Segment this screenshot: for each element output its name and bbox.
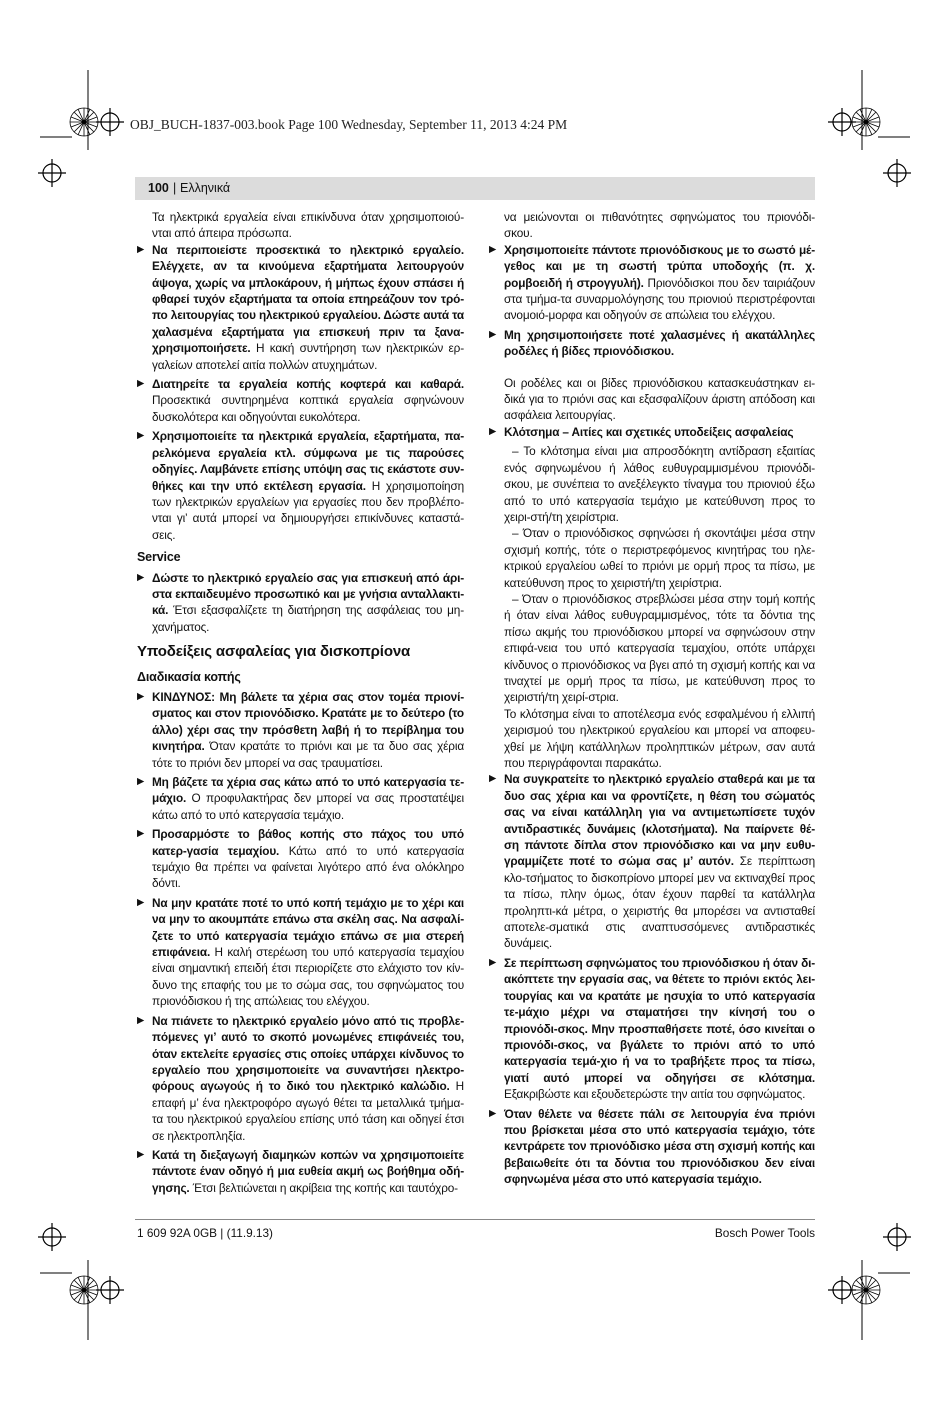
page-header xyxy=(135,177,815,200)
footer-rule xyxy=(135,1219,815,1220)
paragraph: – Το κλότσημα είναι μια απροσδόκητη αντίδραση εξαιτίας ενός σφηνωμένου ή λάθος ευθυγραμμισμένου πριονόδι-σκου, με συνέπεια το ανεξέλεγκτο τίναγμα του πριονιού έξω από το υπό κατεργασία τεμάχιο με κατεύθυνση προς το χειρι-στή/τη χειρίστρια. xyxy=(504,444,815,524)
subsection-heading: Διαδικασία κοπής xyxy=(137,669,241,684)
safety-item: ▶ Όταν θέλετε να θέσετε πάλι σε λειτουργία ένα πριόνι που βρίσκεται μέσα στο υπό κατεργασία τεμάχιο, τότε κεντράρετε τον πριονόδισκο μέσα στη σχισμή κοπής και βεβαιωθείτε ότι τα δόντια του πριονόδισκου δεν είναι σφηνωμένα μέσα στο υπό κατεργασία τεμάχιο. xyxy=(489,1106,815,1187)
header-separator: | xyxy=(173,181,177,195)
bullet-triangle-icon: ▶ xyxy=(489,1107,497,1119)
safety-item: ▶ Προσαρμόστε το βάθος κοπής στο πάχος του υπό κατερ-γασία τεμαχίου. Κάτω από το υπό κατεργασία τεμάχιο θα πρέπει να φαίνεται λιγότερο από ένα ολόκληρο δόντι. xyxy=(137,827,464,891)
paragraph: – Όταν ο πριονόδισκος στρεβλώσει μέσα στην τομή κοπής ή όταν είναι λάθος ευθυγραμμισμένος, τότε τα δόντια της πίσω ακμής του πριονόδισκου μπορεί να σφηνώσουν στην επιφά-νεια του υπό κατεργασία τεμαχίου, οπότε υπάρχει κίνδυνος ο πριονόδισκος να βγει από τη σχισμή κοπής και να τιναχτεί με ορμή προς τα πίσω, με κατεύθυνση προς το χειριστή/τη χειρί-στρια. xyxy=(504,591,815,705)
paragraph: Το κλότσημα είναι το αποτέλεσμα ενός εσφαλμένου ή ελλιπή χειρισμού του ηλεκτρικού εργαλείου και μπορεί να αποφευ-χθεί με λήψη κατάλληλων προληπτικών μέτρων, σαν αυτά που περιγράφονται παρακάτω. xyxy=(504,706,815,770)
safety-item: ▶ Χρησιμοποιείτε πάντοτε πριονόδισκους με το σωστό μέ-γεθος και με τη σωστή τρύπα υποδοχής (π. χ. ρομβοειδή ή στρογγυλή). Πριονόδισκοι που δεν ταιριάζουν στα τμήμα-τα συναρμολόγησης του πριονιού περιστρέφονται ανομοιό-μορφα και οδηγούν σε απώλεια του ελέγχου. xyxy=(489,242,815,323)
left-column xyxy=(137,209,464,1199)
bullet-triangle-icon: ▶ xyxy=(137,430,145,442)
safety-item: ▶ ΚΙΝΔΥΝΟΣ: Μη βάλετε τα χέρια σας στον τομέα πριονί-σματος και στον πριονόδισκο. Κρατάτε με το δεύτερο (το άλλο) χέρι σας την πρόσθετη λαβή ή το περίβλημα του κινητήρα. Όταν κρατάτε το πριόνι και με τα δυο σας χέρια τότε το πριόνι δεν μπορεί να σας τραυματίσει. xyxy=(137,689,464,770)
header-language: Ελληνικά xyxy=(180,181,231,195)
right-column xyxy=(489,209,815,1191)
bullet-triangle-icon: ▶ xyxy=(489,956,497,968)
safety-item: ▶ Μη χρησιμοποιήσετε ποτέ χαλασμένες ή ακατάλληλες ροδέλες ή βίδες πριονόδισκου. xyxy=(489,327,815,359)
bullet-triangle-icon: ▶ xyxy=(489,425,497,437)
section-title: Υποδείξεις ασφαλείας για δισκοπρίονα xyxy=(137,643,411,661)
safety-item: ▶ Διατηρείτε τα εργαλεία κοπής κοφτερά και καθαρά. Προσεκτικά συντηρημένα κοπτικά εργαλεία σφηνώνουν δυσκολότερα και οδηγούνται ευκολότερα. xyxy=(137,377,464,424)
safety-item: ▶ Να περιποιείστε προσεκτικά το ηλεκτρικό εργαλείο. Ελέγχετε, αν τα κινούμενα εξαρτήματα λειτουργούν άψογα, χωρίς να μπλοκάρουν, ή μήπως έχουν σπάσει ή φθαρεί τυχόν εξαρτήματα τα οποία επηρεάζουν τον τρό-πο λειτουργίας του ηλεκτρικού εργαλείου. Δώστε αυτά τα χαλασμένα εξαρτήματα για επισκευή πριν τα ξανα-χρησιμοποιήσετε. Η κακή συντήρηση των ηλεκτρικών ερ-γαλείων αποτελεί αιτία πολλών ατυχημάτων. xyxy=(137,242,464,372)
safety-item: ▶ Κατά τη διεξαγωγή διαμηκών κοπών να χρησιμοποιείτε πάντοτε έναν οδηγό ή μια ευθεία ακμή ως βοήθημα οδή-γησης. Έτσι βελτιώνεται η ακρίβεια της κοπής και ταυτόχρο- xyxy=(137,1147,464,1195)
print-slug: OBJ_BUCH-1837-003.book Page 100 Wednesday, September 11, 2013 4:24 PM xyxy=(130,117,568,132)
safety-item: ▶ Σε περίπτωση σφηνώματος του πριονόδισκου ή όταν δι-ακόπτετε την εργασία σας, να θέτετε το πριόνι εκτός λει-τουργίας και να κρατάτε με ησυχία το υπό κατεργασία τε-μάχιο μέχρι να σταματήσει την κίνησή του ο πριονόδι-σκος. Μην προσπαθήσετε ποτέ, όσο κινείται ο πριονόδι-σκος, να βγάλετε το πριόνι από το υπό κατεργασία τεμά-χιο ή να το τραβήξετε προς τα πίσω, γιατί αυτό μπορεί να οδηγήσει σε κλότσημα. Εξακριβώστε και εξουδετερώστε την αιτία του σφηνώματος. xyxy=(489,955,815,1102)
footer-brand: Bosch Power Tools xyxy=(714,1226,815,1240)
bullet-triangle-icon: ▶ xyxy=(137,690,145,702)
safety-item: ▶ Να συγκρατείτε το ηλεκτρικό εργαλείο σταθερά και με τα δυο σας χέρια και να φροντίζετε, η θέση του σώματός σας να είναι κατάλληλη για να αντιμετωπίσετε τυχόν αντιδραστικές δυνάμεις (κλοτσήματα). Να παίρνετε θέ-ση πάντοτε δίπλα στον πριονόδισκο και να μην ευθυ-γραμμίζετε ποτέ το σώμα σας μ’ αυτόν. Σε περίπτωση κλο-τσήματος το δισκοπρίονο μπορεί μεν να εκτιναχθεί προς τα πίσω, πλην όμως, όταν έχουν παρθεί τα κατάλληλα προληπτι-κά μέτρα, ο χειριστής θα μπορέσει να αντισταθεί αποτελε-σματικά στις αναπτυσσόμενες αντιδραστικές δυνάμεις. xyxy=(489,772,815,951)
safety-item: ▶ Χρησιμοποιείτε τα ηλεκτρικά εργαλεία, εξαρτήματα, πα-ρελκόμενα εργαλεία κτλ. σύμφωνα με τις παρούσες οδηγίες. Λαμβάνετε επίσης υπόψη σας τις εκάστοτε συν-θήκες και την υπό εκτέλεση εργασία. Η χρησιμοποίηση των ηλεκτρικών εργαλείων για εργασίες που δεν προβλέπο-νται γι’ αυτά μπορεί να δημιουργήσει επικίνδυνες καταστά-σεις. xyxy=(137,429,465,542)
footer-doc-id: 1 609 92A 0GB | (11.9.13) xyxy=(137,1226,273,1240)
bullet-triangle-icon: ▶ xyxy=(137,776,145,787)
safety-item: ▶ Να μην κρατάτε ποτέ το υπό κοπή τεμάχιο με το χέρι και να μην το ακουμπάτε επάνω στα σκέλη σας. Να ασφαλί-ζετε το υπό κατεργασία τεμάχιο επάνω σε μια στερεή επιφάνεια. Η καλή στερέωση του υπό κατεργασία τεμαχίου είναι σημαντική επειδή έτσι περιορίζετε στο ελάχιστο τον κίν-δυνο της επαφής του με το σώμα σας, του σφηνώματος του πριονόδισκου ή της απώλειας του ελέγχου. xyxy=(137,895,464,1009)
paragraph: να μειώνονται οι πιθανότητες σφηνώματος του πριονόδι-σκου. xyxy=(504,210,815,241)
bullet-triangle-icon: ▶ xyxy=(137,243,145,255)
bullet-triangle-icon: ▶ xyxy=(137,896,145,908)
bullet-triangle-icon: ▶ xyxy=(489,243,497,255)
safety-item: ▶ Να πιάνετε το ηλεκτρικό εργαλείο μόνο από τις προβλε-πόμενες γι’ αυτό το σκοπό μονωμένες επιφάνειές του, όταν εκτελείτε εργασίες στις οποίες υπάρχει κίνδυνος το εργαλείο που χρησιμοποιείτε να συναντήσει ηλεκτρο-φόρους αγωγούς ή το δικό του ηλεκτρικό καλώδιο. Η επαφή μ’ ένα ηλεκτροφόρο αγωγό θέτει τα μεταλλικά τμήμα-τα του ηλεκτρικού εργαλείου επίσης υπό τάση και οδηγεί έτσι σε ηλεκτροπληξία. xyxy=(137,1013,465,1143)
paragraph: Τα ηλεκτρικά εργαλεία είναι επικίνδυνα όταν χρησιμοποιού-νται από άπειρα πρόσωπα. xyxy=(152,210,464,241)
paragraph: Οι ροδέλες και οι βίδες πριονόδισκου κατασκευάστηκαν ει-δικά για το πριόνι σας και εξασφαλίζουν άριστη απόδοση και ασφάλεια λειτουργίας. xyxy=(504,375,815,423)
bullet-triangle-icon: ▶ xyxy=(137,828,145,840)
bullet-triangle-icon: ▶ xyxy=(137,1014,145,1026)
bullet-triangle-icon: ▶ xyxy=(489,773,497,785)
page-number: 100 xyxy=(148,181,169,195)
safety-item: ▶ Μη βάζετε τα χέρια σας κάτω από το υπό κατεργασία τε-μάχιο. Ο προφυλακτήρας δεν μπορεί να σας προστατέψει κάτω από το υπό κατεργασία τεμάχιο. xyxy=(137,775,464,822)
paragraph: – Όταν ο πριονόδισκος σφηνώσει ή σκοντάψει μέσα στην σχισμή κοπής, τότε ο περιστρεφόμενος κινητήρας του ηλε-κτρικού εργαλείου ωθεί το πριόνι με ορμή προς τα πίσω, με κατεύθυνση προς το χειριστή/τη χειρίστρια. xyxy=(504,526,815,590)
bullet-triangle-icon: ▶ xyxy=(489,328,497,340)
safety-item: ▶ Κλότσημα – Αιτίες και σχετικές υποδείξεις ασφαλείας xyxy=(489,424,794,439)
bullet-triangle-icon: ▶ xyxy=(137,571,145,583)
safety-item: ▶ Δώστε το ηλεκτρικό εργαλείο σας για επισκευή από άρι-στα εκπαιδευμένο προσωπικό και με γνήσια ανταλλακτι-κά. Έτσι εξασφαλίζετε τη διατήρηση της ασφάλειας του μη-χανήματος. xyxy=(137,570,464,634)
bullet-triangle-icon: ▶ xyxy=(137,1148,145,1160)
section-heading-service: Service xyxy=(137,550,181,565)
bullet-triangle-icon: ▶ xyxy=(137,378,145,390)
